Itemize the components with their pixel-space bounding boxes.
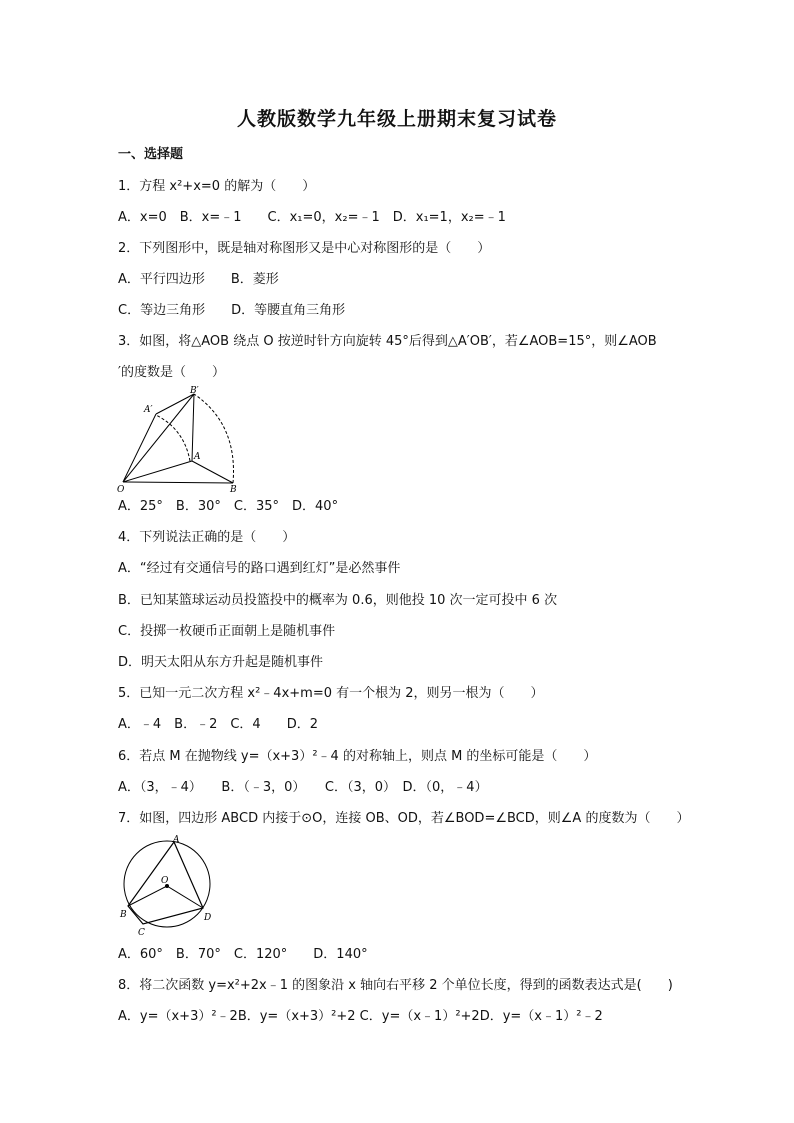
label-a-prime: A′ (144, 405, 153, 415)
rotation-figure (114, 384, 244, 496)
label-d: D (204, 913, 212, 923)
question-2-options-cd: C．等边三角形 D．等腰直角三角形 (118, 303, 346, 318)
question-1-options: A．x=0 B．x=﹣1 C．x₁=0，x₂=﹣1 D．x₁=1，x₂=﹣1 (118, 210, 506, 225)
question-1-stem: 1．方程 x²+x=0 的解为（ ） (118, 179, 316, 194)
label-o: O (117, 485, 125, 495)
section-heading: 一、选择题 (118, 147, 184, 162)
segment-a1b1 (156, 394, 194, 414)
segment-b1a (192, 394, 194, 461)
label-a: A (194, 452, 201, 462)
question-3-stem-cont: ′的度数是（ ） (118, 365, 225, 380)
label-b: B (230, 485, 237, 495)
question-4-option-a: A．“经过有交通信号的路口遇到红灯”是必然事件 (118, 561, 401, 576)
question-5-stem: 5．已知一元二次方程 x²﹣4x+m=0 有一个根为 2，则另一根为（ ） (118, 686, 544, 701)
arc-a (156, 415, 190, 461)
question-4-option-c: C．投掷一枚硬币正面朝上是随机事件 (118, 624, 336, 639)
question-2-options-ab: A．平行四边形 B．菱形 (118, 272, 279, 287)
question-4-option-d: D．明天太阳从东方升起是随机事件 (118, 655, 324, 670)
question-3-options: A．25° B．30° C．35° D．40° (118, 499, 339, 514)
exam-title: 人教版数学九年级上册期末复习试卷 (236, 108, 557, 130)
question-4-stem: 4．下列说法正确的是（ ） (118, 530, 296, 545)
segment-ab (192, 461, 233, 483)
segment-ob (128, 886, 167, 906)
label-b: B (120, 910, 127, 920)
label-c: C (138, 928, 145, 938)
question-8-options: A．y=（x+3）²﹣2B．y=（x+3）²+2 C．y=（x﹣1）²+2D．y=（x﹣1）²﹣2 (118, 1009, 603, 1024)
label-o: O (161, 876, 169, 886)
question-5-options: A．﹣4 B．﹣2 C．4 D．2 (118, 717, 318, 732)
segment-ob1 (123, 394, 194, 482)
question-7-stem: 7．如图，四边形 ABCD 内接于⊙O，连接 OB、OD，若∠BOD=∠BCD，则∠A 的度数为（ ） (118, 811, 690, 826)
segment-oa (123, 461, 192, 482)
question-6-stem: 6．若点 M 在抛物线 y=（x+3）²﹣4 的对称轴上，则点 M 的坐标可能是（ ） (118, 749, 597, 764)
question-6-options: A．（3，﹣4） B．（﹣3，0） C．（3，0） D．（0，﹣4） (118, 780, 488, 795)
question-2-stem: 2．下列图形中，既是轴对称图形又是中心对称图形的是（ ） (118, 241, 491, 256)
question-8-stem: 8．将二次函数 y=x²+2x﹣1 的图象沿 x 轴向右平移 2 个单位长度，得到的函数表达式是( ) (118, 978, 673, 993)
label-b-prime: B′ (190, 386, 199, 396)
label-a: A (173, 835, 180, 845)
arc-b (194, 394, 234, 483)
segment-ob (123, 482, 233, 483)
question-7-options: A．60° B．70° C．120° D．140° (118, 947, 368, 962)
inscribed-quadrilateral-figure (116, 834, 220, 938)
question-4-option-b: B．已知某篮球运动员投篮投中的概率为 0.6，则他投 10 次一定可投中 6 次 (118, 593, 558, 608)
question-3-stem: 3．如图，将△AOB 绕点 O 按逆时针方向旋转 45°后得到△A′OB′，若∠AOB=15°，则∠AOB (118, 334, 657, 349)
